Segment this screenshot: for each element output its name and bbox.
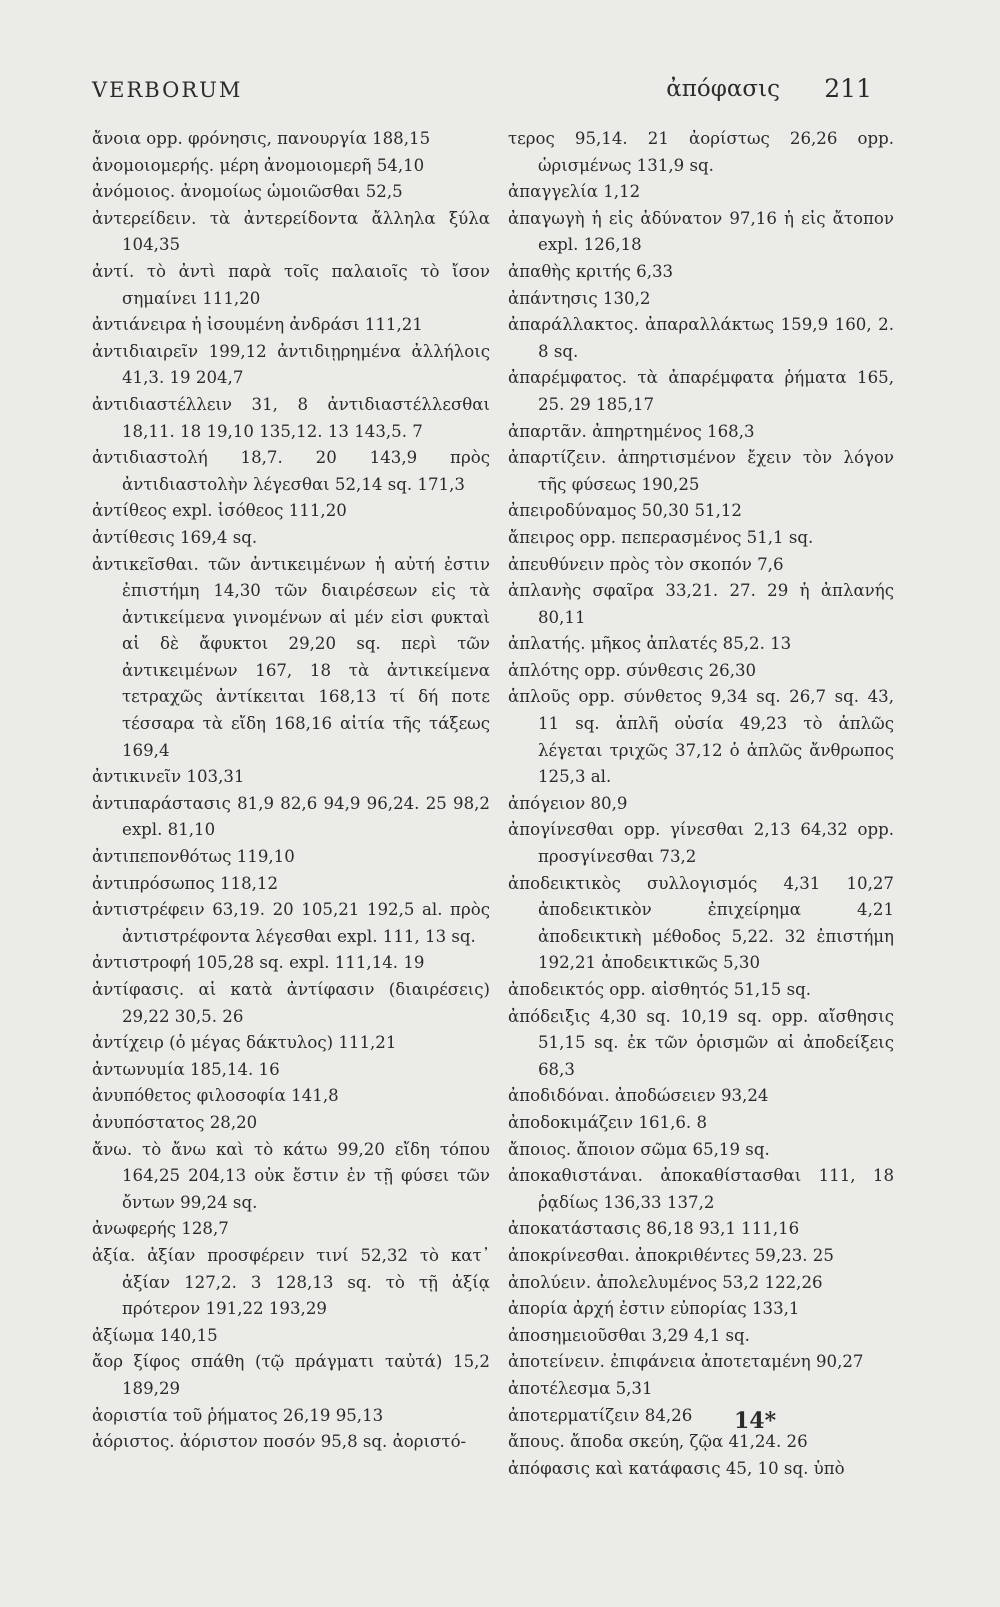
index-entry: ἀπαθὴς κριτής 6,33 [508,261,674,281]
index-entry: ἀπογίνεσθαι opp. γίνεσθαι 2,13 64,32 opp. προσγίνεσθαι 73,2 [508,820,894,867]
index-entry: ἀντικινεῖν 103,31 [92,767,245,787]
index-entry: ἀνωφερής 128,7 [92,1219,229,1239]
index-entry: ἀποδεικτικὸς συλλογισμός 4,31 10,27 ἀποδεικτικὸν ἐπιχείρημα 4,21 ἀποδεικτικὴ μέθοδος 5,22. 32 ἐπιστήμη 192,21 ἀποδεικτικῶς 5,30 [508,873,894,973]
header-section-title: VERBORUM [92,78,243,102]
index-entry: ἀπλατής. μῆκος ἀπλατές 85,2. 13 [508,634,792,654]
index-entry: ἀνομοιομερής. μέρη ἀνομοιομερῆ 54,10 [92,155,425,175]
index-entry: ἄπους. ἄποδα σκεύη, ζῷα 41,24. 26 [508,1432,808,1452]
index-entry: ἀοριστία τοῦ ῥήματος 26,19 95,13 [92,1405,384,1425]
index-entry: ἀπαγωγὴ ἡ εἰς ἀδύνατον 97,16 ἡ εἰς ἄτοπον expl. 126,18 [508,208,894,255]
index-entry: ἀντίθεσις 169,4 sq. [92,527,258,547]
signature-mark: 14* [734,1408,777,1434]
index-entry: ἀπολύειν. ἀπολελυμένος 53,2 122,26 [508,1272,823,1292]
index-entry: ἀντιστρέφειν 63,19. 20 105,21 192,5 al. πρὸς ἀντιστρέφοντα λέγεσθαι expl. 111, 13 sq. [92,900,490,946]
index-entry: ἀξίωμα 140,15 [92,1325,218,1345]
index-entry: ἀπαρέμφατος. τὰ ἀπαρέμφατα ῥήματα 165, 25. 29 185,17 [508,368,894,414]
index-entry: ἀπαράλλακτος. ἀπαραλλάκτως 159,9 160, 2. 8 sq. [508,315,894,361]
index-entry: ἀποκαθιστάναι. ἀποκαθίστασθαι 111, 18 ῥᾳδίως 136,33 137,2 [508,1166,894,1212]
index-entry: ἀποσημειοῦσθαι 3,29 4,1 sq. [508,1325,750,1345]
index-entry: ἀποτείνειν. ἐπιφάνεια ἀποτεταμένη 90,27 [508,1352,864,1372]
index-entry: ἀντίθεος expl. ἰσόθεος 111,20 [92,501,347,521]
index-entry: ἀντίφασις. αἱ κατὰ ἀντίφασιν (διαιρέσεις) 29,22 30,5. 26 [92,980,490,1026]
header-catchword: ἀπόφασις [666,76,780,102]
index-entry: ἀποδεικτός opp. αἰσθητός 51,15 sq. [508,980,811,999]
index-entry: ἀποτερματίζειν 84,26 [508,1405,693,1425]
index-entry: ἀνόμοιος. ἀνομοίως ὡμοιῶσθαι 52,5 [92,182,403,202]
index-entry: ἀποδοκιμάζειν 161,6. 8 [508,1112,708,1132]
index-entry: ἀόριστος. ἀόριστον ποσόν 95,8 sq. ἀοριστό- [92,1432,467,1452]
index-entry: ἄορ ξίφος σπάθη (τῷ πράγματι ταὐτά) 15,2 189,29 [92,1352,490,1398]
index-entry: ἀπαρτίζειν. ἀπηρτισμένον ἔχειν τὸν λόγον τῆς φύσεως 190,25 [508,448,894,494]
index-entry: ἀντιπεπονθότως 119,10 [92,847,295,867]
index-entry: ἄνω. τὸ ἄνω καὶ τὸ κάτω 99,20 εἴδη τόπου 164,25 204,13 οὐκ ἔστιν ἐν τῇ φύσει τῶν ὄντων 99,24 sq. [92,1139,490,1212]
index-entry: τερος 95,14. 21 ἀορίστως 26,26 opp. ὡρισμένως 131,9 sq. [508,129,894,175]
index-entry: ἁπλοῦς opp. σύνθετος 9,34 sq. 26,7 sq. 43, 11 sq. ἁπλῆ οὐσία 49,23 τὸ ἁπλῶς λέγεται τριχῶς 37,12 ὁ ἁπλῶς ἄνθρωπος 125,3 al. [508,687,894,787]
index-entry: ἀπόγειον 80,9 [508,793,628,813]
index-entry: ἀπορία ἀρχή ἐστιν εὐπορίας 133,1 [508,1299,800,1319]
page-number: 211 [824,74,872,103]
left-column [92,126,490,1456]
index-entry: ἀπόφασις καὶ κατάφασις 45, 10 sq. ὑπὸ [508,1458,845,1478]
index-entry: ἀντιστροφή 105,28 sq. expl. 111,14. 19 [92,953,425,973]
index-entry: ἁπλότης opp. σύνθεσις 26,30 [508,660,757,680]
index-entry: ἀπευθύνειν πρὸς τὸν σκοπόν 7,6 [508,554,784,574]
index-entry: ἀπλανὴς σφαῖρα 33,21. 27. 29 ἡ ἀπλανής 80,11 [508,581,894,627]
index-entry: ἀπάντησις 130,2 [508,288,651,308]
index-entry: ἀπειροδύναμος 50,30 51,12 [508,501,742,521]
index-entry: ἀπόδειξις 4,30 sq. 10,19 sq. opp. αἴσθησις 51,15 sq. ἐκ τῶν ὁρισμῶν αἱ ἀποδείξεις 68,3 [508,1006,894,1079]
index-entry: ἄπειρος opp. πεπερασμένος 51,1 sq. [508,527,814,547]
index-entry: ἀνυπόστατος 28,20 [92,1112,258,1132]
index-entry: ἀντιπρόσωπος 118,12 [92,873,279,893]
running-header [92,74,872,114]
index-entry: ἀξία. ἀξίαν προσφέρειν τινί 52,32 τὸ κατ᾿ ἀξίαν 127,2. 3 128,13 sq. τὸ τῇ ἀξίᾳ πρότερον 191,22 193,29 [92,1245,490,1319]
index-entry: ἀντιδιαστολή 18,7. 20 143,9 πρὸς ἀντιδιαστολὴν λέγεσθαι 52,14 sq. 171,3 [92,448,490,494]
index-entry: ἀντικεῖσθαι. τῶν ἀντικειμένων ἡ αὐτή ἐστιν ἐπιστήμη 14,30 τῶν διαιρέσεων εἰς τὰ ἀντικείμενα γινομένων αἱ μέν εἰσι φυκταὶ αἱ δὲ ἄφυκτοι 29,20 sq. περὶ τῶν ἀντικειμένων 167, 18 τὰ ἀντικείμενα τετραχῶς ἀντίκειται 168,13 τί δή ποτε τέσσαρα τὰ εἴδη 168,16 αἰτία τῆς τάξεως 169,4 [92,554,490,760]
index-entry: ἀποτέλεσμα 5,31 [508,1378,653,1398]
index-entry: ἀντιδιαστέλλειν 31, 8 ἀντιδιαστέλλεσθαι 18,11. 18 19,10 135,12. 13 143,5. 7 [92,394,490,441]
index-entry: ἀποκρίνεσθαι. ἀποκριθέντες 59,23. 25 [508,1245,834,1265]
index-entry: ἄνοια opp. φρόνησις, πανουργία 188,15 [92,129,431,148]
index-entry: ἄποιος. ἄποιον σῶμα 65,19 sq. [508,1139,770,1159]
index-entry: ἀντιπαράστασις 81,9 82,6 94,9 96,24. 25 98,2 expl. 81,10 [92,793,490,840]
index-entry: ἀποκατάστασις 86,18 93,1 111,16 [508,1219,800,1239]
index-entry: ἀντίχειρ (ὁ μέγας δάκτυλος) 111,21 [92,1033,397,1053]
index-entry: ἀντιδιαιρεῖν 199,12 ἀντιδιῃρημένα ἀλλήλοις 41,3. 19 204,7 [92,341,490,388]
right-column [508,126,894,1482]
index-entry: ἀντερείδειν. τὰ ἀντερείδοντα ἄλληλα ξύλα 104,35 [92,208,490,255]
index-entry: ἀποδιδόναι. ἀποδώσειεν 93,24 [508,1086,769,1106]
index-entry: ἀντιάνειρα ἡ ἰσουμένη ἀνδράσι 111,21 [92,315,423,335]
index-entry: ἀντωνυμία 185,14. 16 [92,1059,280,1079]
index-entry: ἀντί. τὸ ἀντὶ παρὰ τοῖς παλαιοῖς τὸ ἴσον σημαίνει 111,20 [92,261,490,308]
index-entry: ἀνυπόθετος φιλοσοφία 141,8 [92,1086,339,1106]
index-entry: ἀπαγγελία 1,12 [508,182,641,202]
index-entry: ἀπαρτᾶν. ἀπηρτημένος 168,3 [508,421,755,441]
